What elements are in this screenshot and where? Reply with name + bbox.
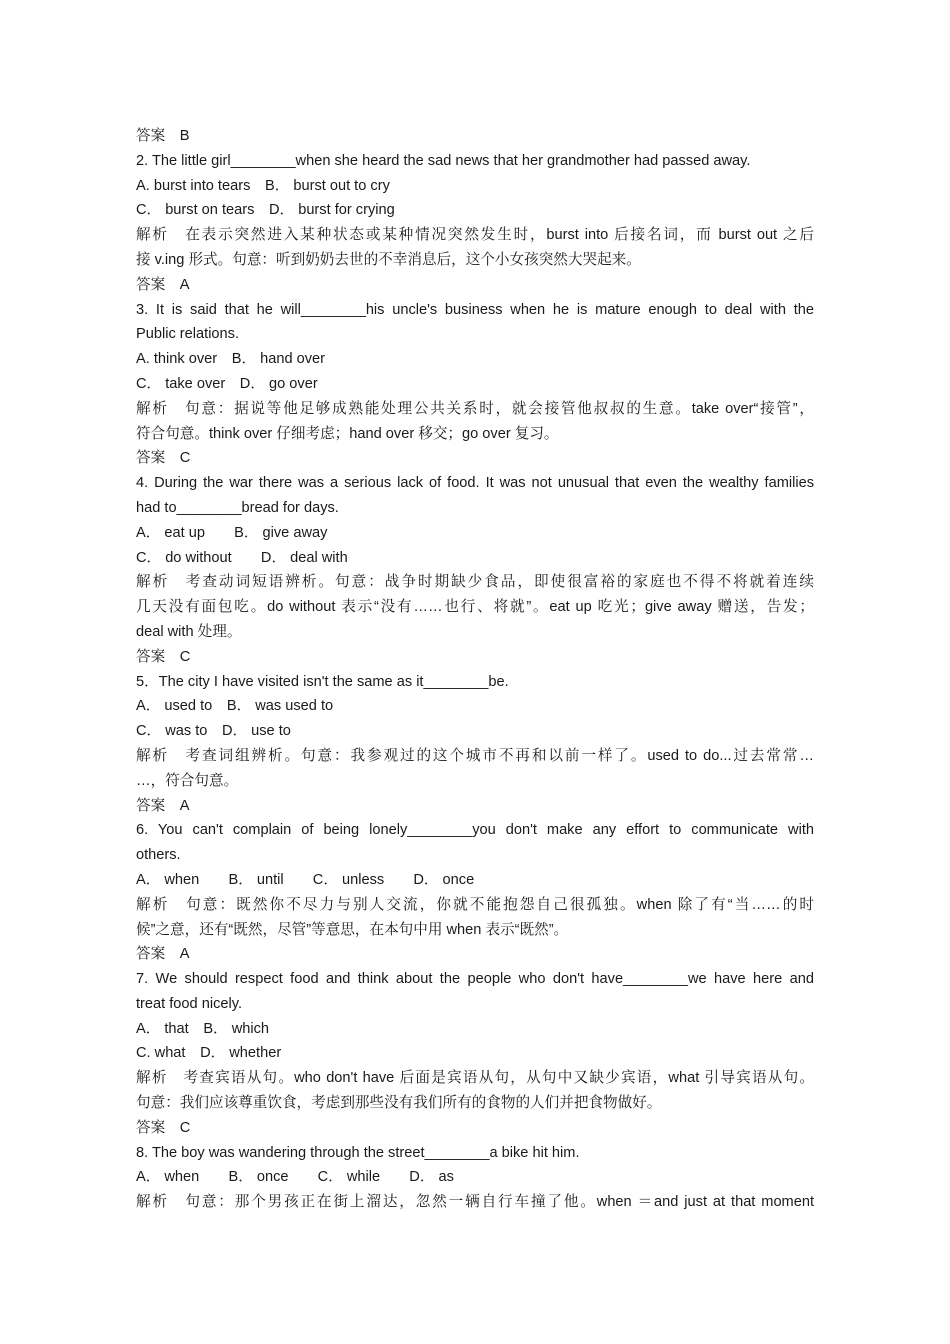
analysis-block [136, 223, 814, 273]
question-line: others. [136, 847, 181, 864]
options-line: C． do without D． deal with [136, 549, 348, 566]
question-block [136, 298, 814, 348]
question-line: had to________bread for days. [136, 499, 339, 516]
analysis-line: 解析 考查动词短语辨析。句意：战争时期缺少食品，即使很富裕的家庭也不得不将就着连续 [136, 574, 814, 591]
question-line: 2. The little girl________when she heard the sad news that her grandmother had passed away. [136, 152, 751, 169]
question-block [136, 1141, 814, 1166]
options-line: A． eat up B． give away [136, 524, 328, 541]
options-block [136, 1017, 814, 1067]
analysis-line: 接 v.ing 形式。句意：听到奶奶去世的不幸消息后，这个小女孩突然大哭起来。 [136, 251, 641, 268]
analysis-block [136, 570, 814, 644]
question-block [136, 471, 814, 521]
question-block [136, 818, 814, 868]
answer-block [136, 446, 814, 471]
options-line: C． take over D． go over [136, 375, 318, 392]
analysis-line: 几天没有面包吃。do without 表示“没有……也行、将就”。eat up 吃光；give away 赠送，告发； [136, 599, 814, 616]
question-line: treat food nicely. [136, 995, 242, 1012]
options-line: A. think over B． hand over [136, 351, 325, 368]
analysis-block [136, 1190, 814, 1215]
answer-block [136, 124, 814, 149]
options-block [136, 521, 814, 571]
question-line: 5．The city I have visited isn't the same as it________be. [136, 673, 509, 690]
question-block [136, 149, 814, 174]
analysis-line: 候”之意，还有“既然，尽管”等意思，在本句中用 when 表示“既然”。 [136, 921, 569, 938]
answer-line: 答案 C [136, 450, 191, 467]
options-line: A. burst into tears B． burst out to cry [136, 177, 390, 194]
analysis-line: deal with 处理。 [136, 623, 242, 640]
question-block [136, 967, 814, 1017]
analysis-line: 解析 句意：既然你不尽力与别人交流，你就不能抱怨自己很孤独。when 除了有“当……的时 [136, 896, 814, 913]
answer-line: 答案 A [136, 276, 190, 293]
analysis-block [136, 893, 814, 943]
answer-line: 答案 C [136, 1119, 191, 1136]
options-line: A． that B． which [136, 1020, 270, 1037]
answer-line: 答案 A [136, 946, 190, 963]
analysis-block [136, 744, 814, 794]
options-line: A． when B． until C． unless D． once [136, 871, 475, 888]
analysis-line: 符合句意。think over 仔细考虑；hand over 移交；go over 复习。 [136, 425, 559, 442]
analysis-block [136, 397, 814, 447]
options-block [136, 694, 814, 744]
options-line: A． used to B． was used to [136, 698, 334, 715]
question-line: 6. You can't complain of being lonely________you don't make any effort to communicate with [136, 822, 814, 839]
analysis-line: 解析 考查宾语从句。who don't have 后面是宾语从句，从句中又缺少宾语，what 引导宾语从句。 [136, 1070, 814, 1087]
answer-block [136, 1116, 814, 1141]
answer-block [136, 942, 814, 967]
analysis-line: 解析 考查词组辨析。句意：我参观过的这个城市不再和以前一样了。used to do...过去常常… [136, 747, 814, 764]
answer-block [136, 273, 814, 298]
analysis-line: 解析 句意：那个男孩正在街上溜达，忽然一辆自行车撞了他。when ＝and just at that moment [136, 1194, 814, 1211]
analysis-line: 解析 在表示突然进入某种状态或某种情况突然发生时，burst into 后接名词，而 burst out 之后 [136, 227, 814, 244]
analysis-block [136, 1066, 814, 1116]
question-line: 4. During the war there was a serious lack of food. It was not unusual that even the wealthy families [136, 475, 814, 492]
options-line: C． was to D． use to [136, 723, 291, 740]
question-block [136, 670, 814, 695]
analysis-line: 解析 句意：据说等他足够成熟能处理公共关系时，就会接管他叔叔的生意。take over“接管”， [136, 400, 814, 417]
answer-line: 答案 A [136, 797, 190, 814]
answer-block [136, 645, 814, 670]
analysis-line: …，符合句意。 [136, 772, 239, 789]
options-block [136, 174, 814, 224]
options-line: A． when B． once C． while D． as [136, 1169, 454, 1186]
question-line: 8. The boy was wandering through the street________a bike hit him. [136, 1144, 580, 1161]
answer-line: 答案 C [136, 648, 191, 665]
document-body [136, 124, 814, 1215]
options-block [136, 1165, 814, 1190]
options-block [136, 868, 814, 893]
answer-block [136, 794, 814, 819]
question-line: Public relations. [136, 326, 240, 343]
options-block [136, 347, 814, 397]
options-line: C. what D． whether [136, 1045, 282, 1062]
question-line: 7. We should respect food and think about the people who don't have________we have here and [136, 971, 814, 988]
analysis-line: 句意：我们应该尊重饮食，考虑到那些没有我们所有的食物的人们并把食物做好。 [136, 1095, 662, 1112]
answer-line: 答案 B [136, 128, 190, 144]
question-line: 3. It is said that he will________his uncle's business when he is mature enough to deal with the [136, 301, 814, 318]
options-line: C． burst on tears D． burst for crying [136, 202, 395, 219]
